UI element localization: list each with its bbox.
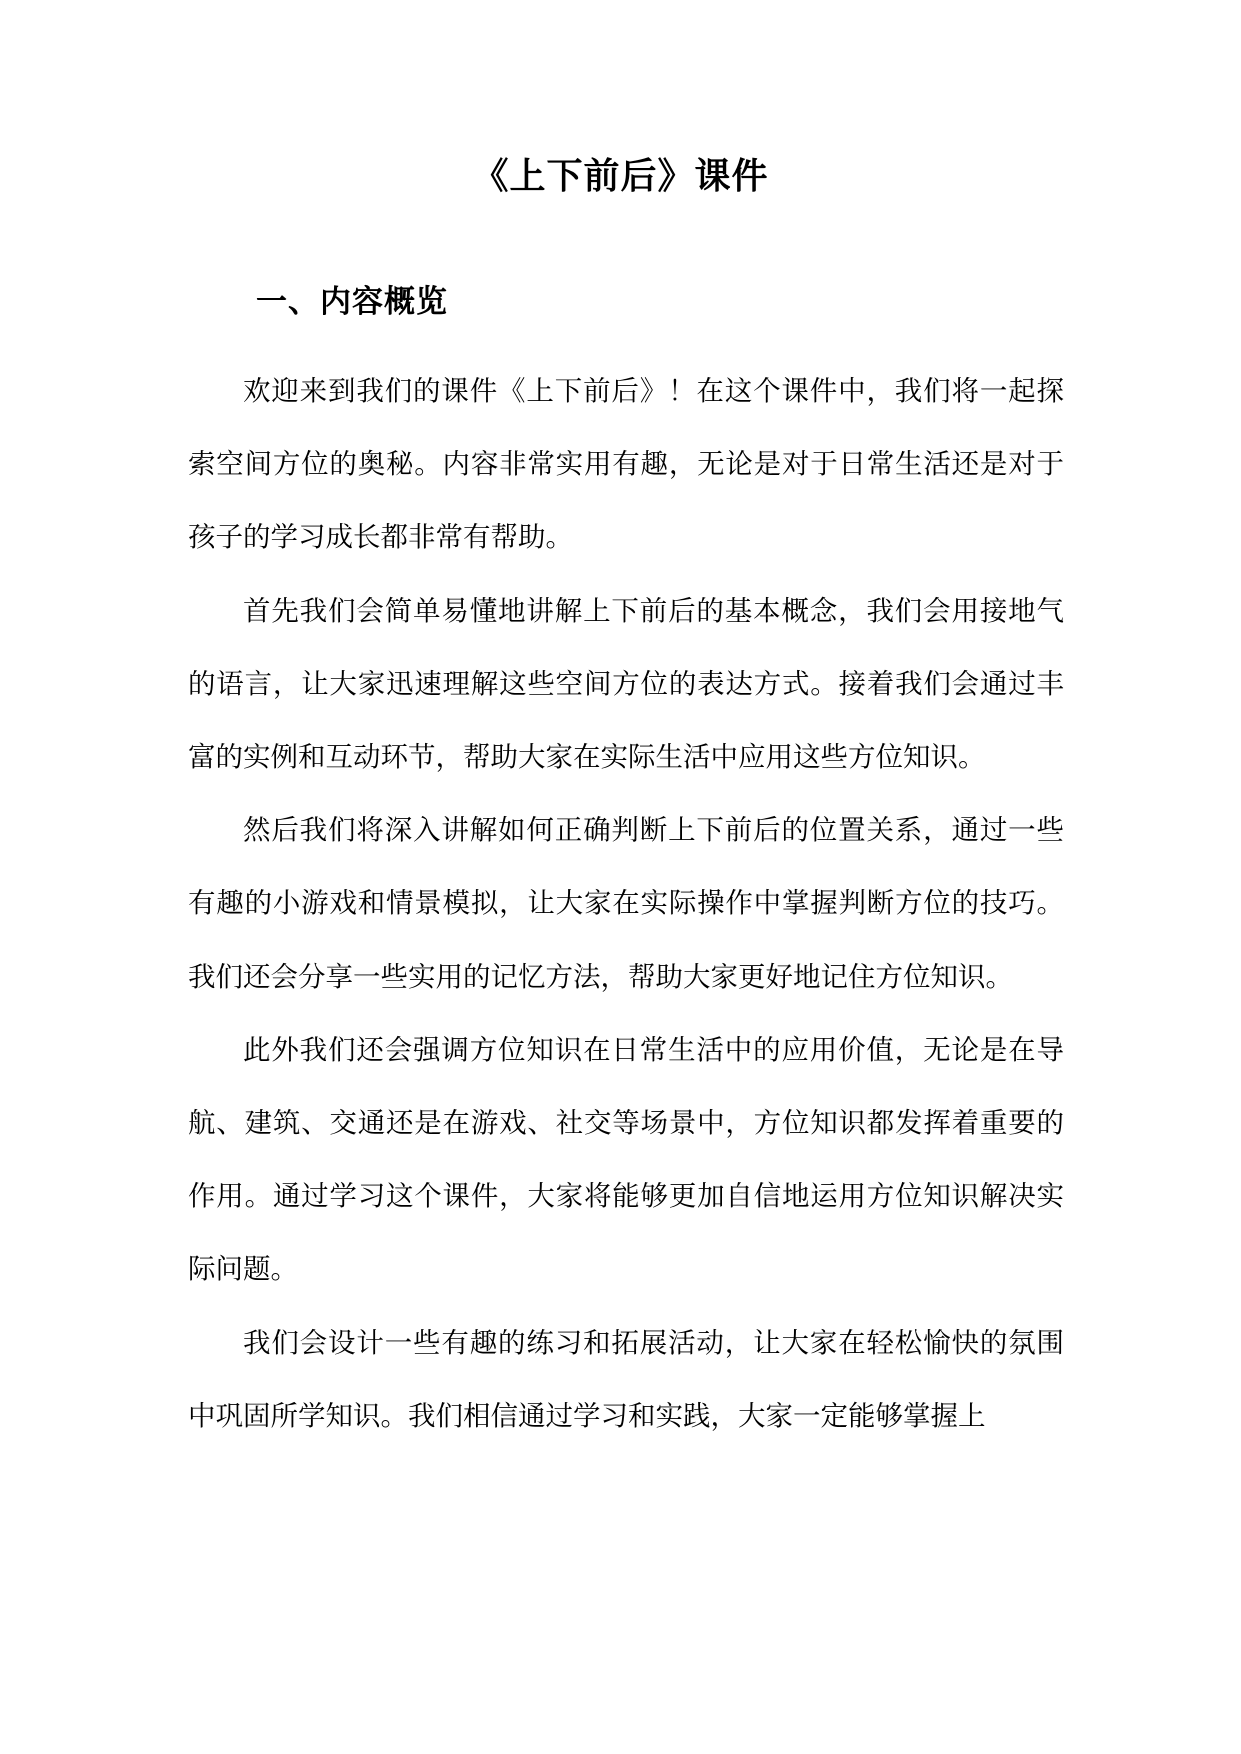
paragraph: 欢迎来到我们的课件《上下前后》！在这个课件中，我们将一起探索空间方位的奥秘。内容非常实用有趣，无论是对于日常生活还是对于孩子的学习成长都非常有帮助。 <box>188 375 1064 554</box>
section-heading: 一、内容概览 <box>256 284 448 320</box>
paragraph: 我们会设计一些有趣的练习和拓展活动，让大家在轻松愉快的氛围中巩固所学知识。我们相信通过学习和实践，大家一定能够掌握上 <box>188 1326 1064 1432</box>
paragraph: 然后我们将深入讲解如何正确判断上下前后的位置关系，通过一些有趣的小游戏和情景模拟，让大家在实际操作中掌握判断方位的技巧。我们还会分享一些实用的记忆方法，帮助大家更好地记住方位知识。 <box>188 814 1064 993</box>
paragraph: 首先我们会简单易懂地讲解上下前后的基本概念，我们会用接地气的语言，让大家迅速理解这些空间方位的表达方式。接着我们会通过丰富的实例和互动环节，帮助大家在实际生活中应用这些方位知识。 <box>188 594 1064 774</box>
paragraph: 此外我们还会强调方位知识在日常生活中的应用价值，无论是在导航、建筑、交通还是在游戏、社交等场景中，方位知识都发挥着重要的作用。通过学习这个课件，大家将能够更加自信地运用方位知识解决实际问题。 <box>188 1033 1064 1286</box>
document-title: 《上下前后》课件 <box>472 155 769 197</box>
document-body <box>188 355 1064 1453</box>
